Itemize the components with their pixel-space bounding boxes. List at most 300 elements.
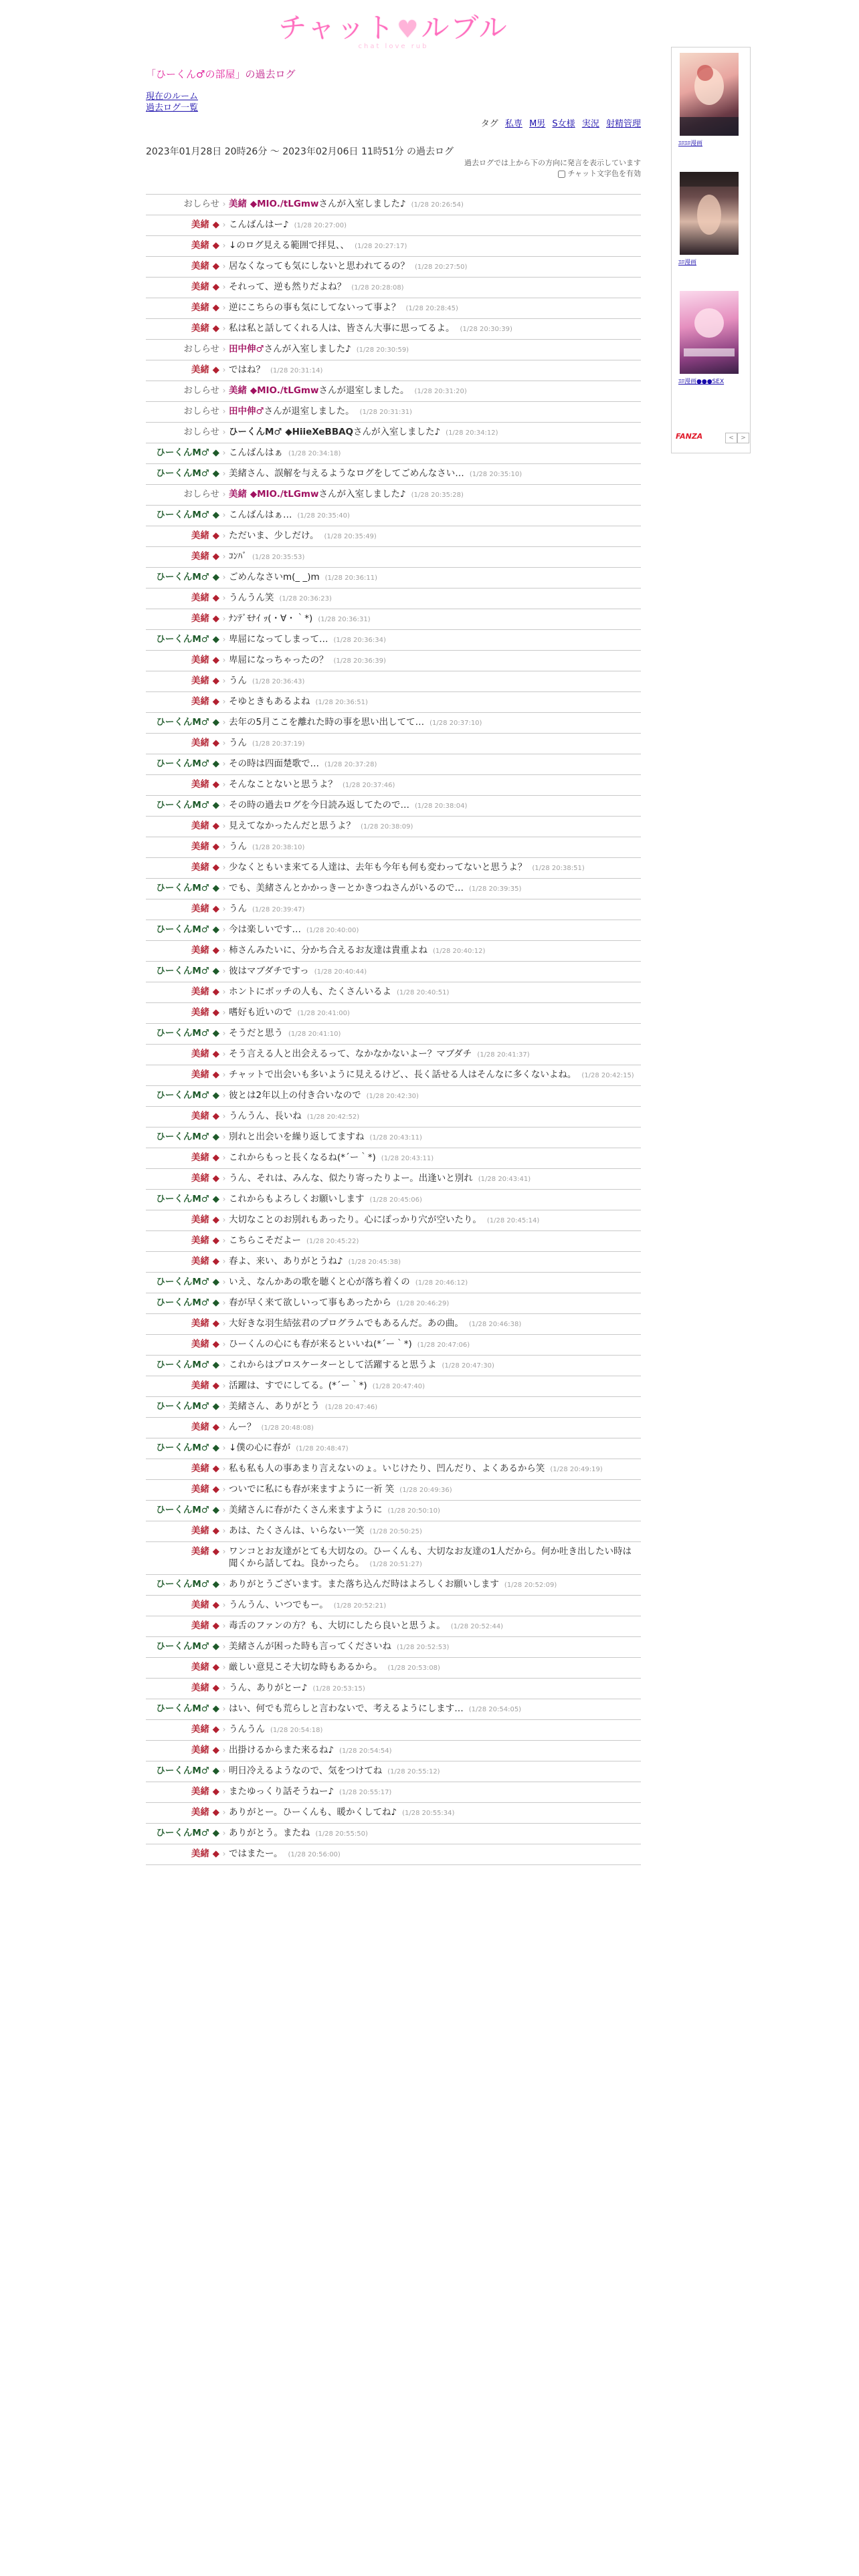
timestamp: (1/28 20:52:53) — [397, 1644, 450, 1651]
speaker-name: 美緒 ◆ — [191, 738, 219, 748]
speaker-name: 美緒 ◆ — [191, 1848, 219, 1859]
current-room-link[interactable]: 現在のルーム — [146, 92, 199, 102]
chat-row — [146, 879, 641, 899]
timestamp: (1/28 20:36:31) — [318, 616, 371, 623]
separator-icon: › — [222, 1642, 226, 1651]
separator-icon: › — [222, 1277, 226, 1287]
chat-row — [146, 1521, 641, 1542]
next-arrow-icon[interactable]: > — [737, 433, 749, 443]
message-text — [229, 1048, 641, 1061]
separator-icon: › — [222, 925, 226, 934]
timestamp: (1/28 20:46:38) — [468, 1321, 522, 1328]
message-body: でも、美緒さんとかかっきーとかきつねさんがいるので… — [229, 883, 464, 893]
message-text — [229, 343, 641, 356]
speaker-name: ひーくんM♂ ◆ — [156, 1641, 219, 1652]
speaker-name: 美緒 ◆ — [191, 1380, 219, 1391]
separator-icon: › — [222, 842, 226, 851]
chat-row — [146, 257, 641, 278]
separator-icon: › — [222, 863, 226, 872]
message-text — [229, 758, 641, 771]
message-body: ｺﾝﾊﾞ — [229, 551, 247, 562]
speaker-name: ひーくんM♂ ◆ — [156, 1579, 219, 1590]
chat-row — [146, 340, 641, 360]
log-notice — [464, 158, 641, 179]
message-text — [229, 1006, 641, 1020]
ad-image[interactable] — [680, 53, 739, 136]
message-text — [229, 1599, 641, 1612]
speaker-name: ひーくんM♂ ◆ — [156, 1277, 219, 1287]
message-body: ホントにボッチの人も、たくさんいるよ — [229, 986, 391, 997]
timestamp: (1/28 20:37:28) — [324, 761, 377, 768]
separator-icon: › — [222, 1339, 226, 1349]
ad-sidebar — [671, 47, 751, 453]
speaker-name: ひーくんM♂ ◆ — [156, 1028, 219, 1039]
timestamp: (1/28 20:52:09) — [504, 1582, 557, 1589]
prev-arrow-icon[interactable]: < — [725, 433, 737, 443]
message-body: それって、逆も然りだよね？ — [229, 282, 347, 292]
site-logo[interactable] — [146, 0, 641, 56]
speaker-name: 美緒 ◆ — [191, 696, 219, 707]
separator-icon: › — [222, 738, 226, 748]
timestamp: (1/28 20:41:00) — [297, 1010, 350, 1017]
message-text — [229, 1089, 641, 1103]
message-text — [229, 1359, 641, 1372]
timestamp: (1/28 20:36:11) — [324, 574, 377, 582]
separator-icon: › — [222, 1049, 226, 1059]
message-body: その時の過去ログを今日読み返してたので… — [229, 800, 409, 811]
separator-icon: › — [222, 1236, 226, 1245]
speaker-name: 美緒 ◆ — [191, 841, 219, 852]
message-body: 厳しい意見こそ大切な時もあるから。 — [229, 1662, 383, 1673]
chat-row — [146, 1148, 641, 1169]
speaker-name: 美緒 ◆ — [191, 1339, 219, 1350]
ad-image[interactable] — [680, 172, 739, 255]
timestamp: (1/28 20:42:52) — [306, 1113, 360, 1121]
ad-caption[interactable]: ｴﾛ漫画 — [678, 259, 697, 266]
message-body: 居なくなっても気にしないと思われてるの？ — [229, 261, 409, 272]
separator-icon: › — [222, 697, 226, 706]
message-body: 春よ、来い、ありがとうね♪ — [229, 1256, 343, 1267]
chat-row — [146, 1273, 641, 1293]
tag-link[interactable]: M男 — [529, 119, 546, 129]
logo-subtitle: chat love rub — [358, 43, 429, 50]
chat-row — [146, 713, 641, 734]
separator-icon: › — [222, 987, 226, 996]
chat-row — [146, 858, 641, 879]
timestamp: (1/28 20:42:30) — [366, 1093, 419, 1100]
tag-link[interactable]: 射精管理 — [605, 119, 641, 129]
message-text — [229, 198, 641, 211]
message-body: ではまたー。 — [229, 1848, 283, 1859]
speaker-name: ひーくんM♂ ◆ — [156, 1505, 219, 1515]
message-body: さんが入室しました♪ — [318, 199, 406, 209]
room-nav — [146, 91, 198, 114]
message-text — [229, 820, 641, 833]
timestamp: (1/28 20:54:05) — [468, 1706, 522, 1713]
timestamp: (1/28 20:35:10) — [469, 471, 522, 478]
separator-icon: › — [222, 759, 226, 768]
separator-icon: › — [222, 1008, 226, 1017]
speaker-name: 美緒 ◆ — [191, 1173, 219, 1184]
tag-list — [477, 116, 641, 129]
timestamp: (1/28 20:51:27) — [369, 1561, 422, 1568]
timestamp: (1/28 20:27:50) — [415, 263, 468, 271]
message-text — [229, 965, 641, 978]
message-text — [229, 1661, 641, 1675]
separator-icon: › — [222, 1600, 226, 1610]
message-text — [229, 1131, 641, 1144]
chat-row — [146, 651, 641, 671]
separator-icon: › — [222, 220, 226, 229]
message-body: 嗜好も近いので — [229, 1007, 292, 1018]
system-user: ひーくんM♂ ◆HiieXeBBAQ — [229, 427, 354, 437]
separator-icon: › — [222, 531, 226, 540]
speaker-name: 美緒 ◆ — [191, 1007, 219, 1018]
chat-row — [146, 568, 641, 588]
separator-icon: › — [222, 1745, 226, 1755]
color-checkbox[interactable] — [558, 171, 565, 178]
message-body: これからもっと長くなるね(*´ー｀*) — [229, 1152, 376, 1163]
timestamp: (1/28 20:31:31) — [359, 409, 412, 416]
message-text — [229, 1786, 641, 1799]
speaker-name: ひーくんM♂ ◆ — [156, 883, 219, 893]
speaker-name: 美緒 ◆ — [191, 1525, 219, 1536]
message-text — [229, 737, 641, 750]
speaker-name: 美緒 ◆ — [191, 1745, 219, 1755]
message-body: ついでに私にも春が来ますように一祈 笑 — [229, 1484, 395, 1495]
message-text — [229, 633, 641, 647]
timestamp: (1/28 20:37:10) — [430, 720, 482, 727]
chat-row — [146, 1741, 641, 1761]
speaker-name: 美緒 ◆ — [191, 1546, 219, 1557]
speaker-name: ひーくんM♂ ◆ — [156, 1297, 219, 1308]
chat-row — [146, 547, 641, 568]
speaker-name: ひーくんM♂ ◆ — [156, 1828, 219, 1838]
separator-icon: › — [222, 344, 226, 354]
message-text — [229, 1504, 641, 1517]
chat-row — [146, 1761, 641, 1782]
timestamp: (1/28 20:52:44) — [450, 1623, 504, 1630]
separator-icon: › — [222, 800, 226, 810]
message-body: 卑屈になっちゃったの？ — [229, 655, 328, 665]
chat-row — [146, 278, 641, 298]
chat-row — [146, 1501, 641, 1521]
separator-icon: › — [222, 448, 226, 457]
message-body: そんなことないと思うよ？ — [229, 779, 337, 790]
separator-icon: › — [222, 1464, 226, 1473]
timestamp: (1/28 20:36:23) — [279, 595, 332, 603]
message-text — [229, 1421, 641, 1434]
speaker-name: ひーくんM♂ ◆ — [156, 447, 219, 458]
speaker-name: 美緒 ◆ — [191, 655, 219, 665]
separator-icon: › — [222, 821, 226, 831]
message-text — [229, 550, 641, 564]
separator-icon: › — [222, 1526, 226, 1535]
system-user: 田中伸♂ — [229, 406, 264, 417]
message-text — [229, 1442, 641, 1455]
chat-row — [146, 194, 641, 215]
message-text — [229, 1640, 641, 1654]
separator-icon: › — [222, 1174, 226, 1183]
message-text — [229, 1276, 641, 1289]
separator-icon: › — [222, 1725, 226, 1734]
message-text — [229, 924, 641, 937]
message-text — [229, 1152, 641, 1165]
separator-icon: › — [222, 1194, 226, 1204]
chat-row — [146, 464, 641, 485]
speaker-name: 美緒 ◆ — [191, 986, 219, 997]
message-text — [229, 385, 641, 398]
message-text — [229, 1297, 641, 1310]
speaker-name: 美緒 ◆ — [191, 364, 219, 375]
timestamp: (1/28 20:49:19) — [550, 1466, 603, 1473]
speaker-name: おしらせ — [183, 406, 219, 417]
message-body: こんばんはぁ… — [229, 510, 292, 520]
message-text — [229, 1723, 641, 1737]
chat-row — [146, 1596, 641, 1616]
chat-row — [146, 1335, 641, 1356]
message-body: 美緒さん、誤解を与えるようなログをしてごめんなさい… — [229, 468, 464, 479]
separator-icon: › — [222, 1505, 226, 1515]
logo-text: チャット♥ルブル — [146, 12, 641, 46]
message-text — [229, 1703, 641, 1716]
speaker-name: 美緒 ◆ — [191, 862, 219, 873]
speaker-name: 美緒 ◆ — [191, 779, 219, 790]
separator-icon: › — [222, 1402, 226, 1411]
chat-row — [146, 360, 641, 381]
separator-icon: › — [222, 1132, 226, 1142]
chat-row — [146, 215, 641, 236]
timestamp: (1/28 20:39:35) — [469, 885, 522, 893]
message-body: うんうん、長いね — [229, 1111, 302, 1121]
separator-icon: › — [222, 718, 226, 727]
message-text — [229, 1483, 641, 1497]
separator-icon: › — [222, 1070, 226, 1079]
speaker-name: 美緒 ◆ — [191, 1318, 219, 1329]
timestamp: (1/28 20:37:19) — [252, 740, 305, 748]
speaker-name: ひーくんM♂ ◆ — [156, 1132, 219, 1142]
message-body: 美緒さんが困った時も言ってくださいね — [229, 1641, 391, 1652]
message-body: んー？ — [229, 1422, 256, 1432]
message-text — [229, 592, 641, 605]
chat-row — [146, 1699, 641, 1720]
message-text — [229, 613, 641, 626]
timestamp: (1/28 20:47:30) — [442, 1362, 494, 1370]
message-body: ワンコとお友達がとても大切なの。ひーくんも、大切なお友達の1人だから。何か吐き出したい時は聞くから話してね。良かったら。 — [229, 1546, 632, 1569]
chat-row — [146, 1679, 641, 1699]
color-toggle[interactable]: チャット文字色を有効 — [464, 169, 641, 179]
timestamp: (1/28 20:55:50) — [315, 1830, 368, 1838]
separator-icon: › — [222, 365, 226, 374]
separator-icon: › — [222, 1443, 226, 1453]
message-body: 明日冷えるようなので、気をつけてね — [229, 1765, 383, 1776]
message-text — [229, 1848, 641, 1861]
separator-icon: › — [222, 635, 226, 644]
message-text — [229, 1235, 641, 1248]
chat-row — [146, 1293, 641, 1314]
message-body: 去年の5月ここを離れた時の事を思い出してて… — [229, 717, 425, 728]
separator-icon: › — [222, 407, 226, 416]
separator-icon: › — [222, 1704, 226, 1713]
message-body: その時は四面楚歌で… — [229, 758, 319, 769]
message-text — [229, 841, 641, 854]
separator-icon: › — [222, 1360, 226, 1370]
speaker-name: おしらせ — [183, 427, 219, 437]
message-body: うん — [229, 675, 247, 686]
message-text — [229, 778, 641, 792]
separator-icon: › — [222, 966, 226, 976]
speaker-name: ひーくんM♂ ◆ — [156, 1703, 219, 1714]
message-body: 美緒さんに春がたくさん来ますように — [229, 1505, 383, 1515]
timestamp: (1/28 20:40:00) — [306, 927, 359, 934]
speaker-name: ひーくんM♂ ◆ — [156, 1194, 219, 1204]
message-body: うんうん、いつでもー。 — [229, 1600, 328, 1610]
separator-icon: › — [222, 1381, 226, 1390]
message-text — [229, 447, 641, 460]
speaker-name: 美緒 ◆ — [191, 1049, 219, 1059]
message-body: ではね？ — [229, 364, 265, 375]
timestamp: (1/28 20:43:11) — [381, 1155, 434, 1162]
separator-icon: › — [222, 1828, 226, 1838]
message-body: ひーくんの心にも春が来るといいね(*´ー｀*) — [229, 1339, 412, 1350]
separator-icon: › — [222, 1153, 226, 1162]
timestamp: (1/28 20:36:43) — [252, 678, 305, 685]
chat-row — [146, 1418, 641, 1438]
message-body: いえ、なんかあの歌を聴くと心が落ち着くの — [229, 1277, 410, 1287]
separator-icon: › — [222, 427, 226, 437]
timestamp: (1/28 20:41:10) — [288, 1031, 341, 1038]
room-name: ひーくん♂の部屋 — [156, 68, 235, 80]
tag-link[interactable]: 私専 — [504, 119, 522, 129]
chat-row — [146, 485, 641, 506]
message-text — [229, 302, 641, 315]
speaker-name: 美緒 ◆ — [191, 1235, 219, 1246]
timestamp: (1/28 20:41:37) — [477, 1051, 530, 1059]
separator-icon: › — [222, 1298, 226, 1307]
message-body: 彼とは2年以上の付き合いなので — [229, 1090, 361, 1101]
message-text — [229, 1806, 641, 1820]
timestamp: (1/28 20:43:41) — [478, 1176, 531, 1183]
message-text — [229, 1620, 641, 1633]
separator-icon: › — [222, 1547, 226, 1556]
fanza-logo[interactable]: FANZA — [676, 432, 703, 441]
timestamp: (1/28 20:48:08) — [261, 1424, 314, 1432]
message-text — [229, 861, 641, 875]
message-text — [229, 716, 641, 730]
speaker-name: ひーくんM♂ ◆ — [156, 572, 219, 582]
chat-row — [146, 381, 641, 402]
chat-row — [146, 1169, 641, 1190]
timestamp: (1/28 20:56:00) — [288, 1851, 341, 1858]
chat-row — [146, 1782, 641, 1803]
notice-text: 過去ログでは上から下の方向に発言を表示しています — [464, 158, 641, 167]
speaker-name: おしらせ — [183, 489, 219, 500]
message-body: 別れと出会いを繰り返してますね — [229, 1132, 365, 1142]
message-text — [229, 1069, 641, 1082]
chat-row — [146, 1065, 641, 1086]
message-body: 少なくともいま来てる人達は、去年も今年も何も変わってないと思うよ？ — [229, 862, 527, 873]
message-body: 今は楽しいです… — [229, 924, 301, 935]
ad-caption[interactable]: ｴﾛｴﾛ漫画 — [678, 140, 703, 147]
chat-row — [146, 962, 641, 982]
chat-row — [146, 1438, 641, 1459]
timestamp: (1/28 20:46:12) — [415, 1279, 468, 1287]
ad-image[interactable] — [680, 291, 739, 374]
timestamp: (1/28 20:31:14) — [270, 367, 323, 374]
separator-icon: › — [222, 469, 226, 478]
timestamp: (1/28 20:35:53) — [252, 554, 305, 561]
speaker-name: ひーくんM♂ ◆ — [156, 1765, 219, 1776]
message-body: こんばんはぁ — [229, 447, 283, 458]
separator-icon: › — [222, 1257, 226, 1266]
log-list-link[interactable]: 過去ログ一覧 — [146, 103, 199, 113]
timestamp: (1/28 20:35:49) — [324, 533, 377, 540]
speaker-name: 美緒 ◆ — [191, 1620, 219, 1631]
speaker-name: ひーくんM♂ ◆ — [156, 1401, 219, 1412]
chat-row — [146, 506, 641, 526]
message-body: 柿さんみたいに、分かち合えるお友達は貴重よね — [229, 945, 427, 956]
heart-icon: ♥ — [397, 16, 420, 43]
message-text — [229, 1255, 641, 1269]
timestamp: (1/28 20:28:45) — [405, 305, 458, 312]
message-body: ﾅﾝﾃﾞﾓﾅｲ ｯ(・∀・｀*) — [229, 613, 313, 624]
message-body: 私も私も人の事あまり言えないのょ。いじけたり、凹んだり、よくあるから笑 — [229, 1463, 545, 1474]
page-title: 「ひーくん♂の部屋」の過去ログ — [146, 68, 296, 80]
chat-row — [146, 1231, 641, 1252]
message-body: ありがとうございます。また落ち込んだ時はよろしくお願いします — [229, 1579, 499, 1590]
ad-caption[interactable]: ｴﾛ漫画●●●SEX — [678, 379, 725, 385]
chat-row — [146, 1314, 641, 1335]
message-body: ありがとー。ひーくんも、暖かくしてね♪ — [229, 1807, 397, 1818]
timestamp: (1/28 20:34:12) — [446, 429, 498, 437]
separator-icon: › — [222, 1662, 226, 1672]
message-body: 見えてなかったんだと思うよ？ — [229, 821, 355, 831]
speaker-name: 美緒 ◆ — [191, 1724, 219, 1735]
message-body: そうだと思う — [229, 1028, 283, 1039]
separator-icon: › — [222, 261, 226, 271]
speaker-name: 美緒 ◆ — [191, 1111, 219, 1121]
speaker-name: 美緒 ◆ — [191, 219, 219, 230]
chat-row — [146, 1252, 641, 1273]
timestamp: (1/28 20:34:18) — [288, 450, 341, 457]
message-text — [229, 1463, 641, 1476]
timestamp: (1/28 20:47:46) — [324, 1404, 378, 1411]
speaker-name: ひーくんM♂ ◆ — [156, 510, 219, 520]
message-body: 私は私と話してくれる人は、皆さん大事に思ってるよ。 — [229, 323, 455, 334]
tag-link[interactable]: S女様 — [552, 119, 575, 129]
timestamp: (1/28 20:38:04) — [415, 802, 468, 810]
message-body: うん — [229, 841, 247, 852]
message-body: 春が早く来て欲しいって事もあったから — [229, 1297, 391, 1308]
separator-icon: › — [222, 386, 226, 395]
timestamp: (1/28 20:55:17) — [339, 1789, 392, 1796]
message-body: 美緒さん、ありがとう — [229, 1401, 320, 1412]
chat-row — [146, 982, 641, 1003]
chat-row — [146, 526, 641, 547]
timestamp: (1/28 20:47:06) — [417, 1341, 470, 1349]
message-text — [229, 799, 641, 813]
message-text — [229, 986, 641, 999]
system-user: 美緒 ◆MIO./tLGmw — [229, 199, 319, 209]
speaker-name: おしらせ — [183, 385, 219, 396]
timestamp: (1/28 20:53:08) — [387, 1665, 440, 1672]
speaker-name: 美緒 ◆ — [191, 302, 219, 313]
message-text — [229, 882, 641, 895]
separator-icon: › — [222, 1319, 226, 1328]
timestamp: (1/28 20:35:28) — [411, 492, 464, 499]
separator-icon: › — [222, 676, 226, 685]
tag-link[interactable]: 実況 — [581, 119, 599, 129]
